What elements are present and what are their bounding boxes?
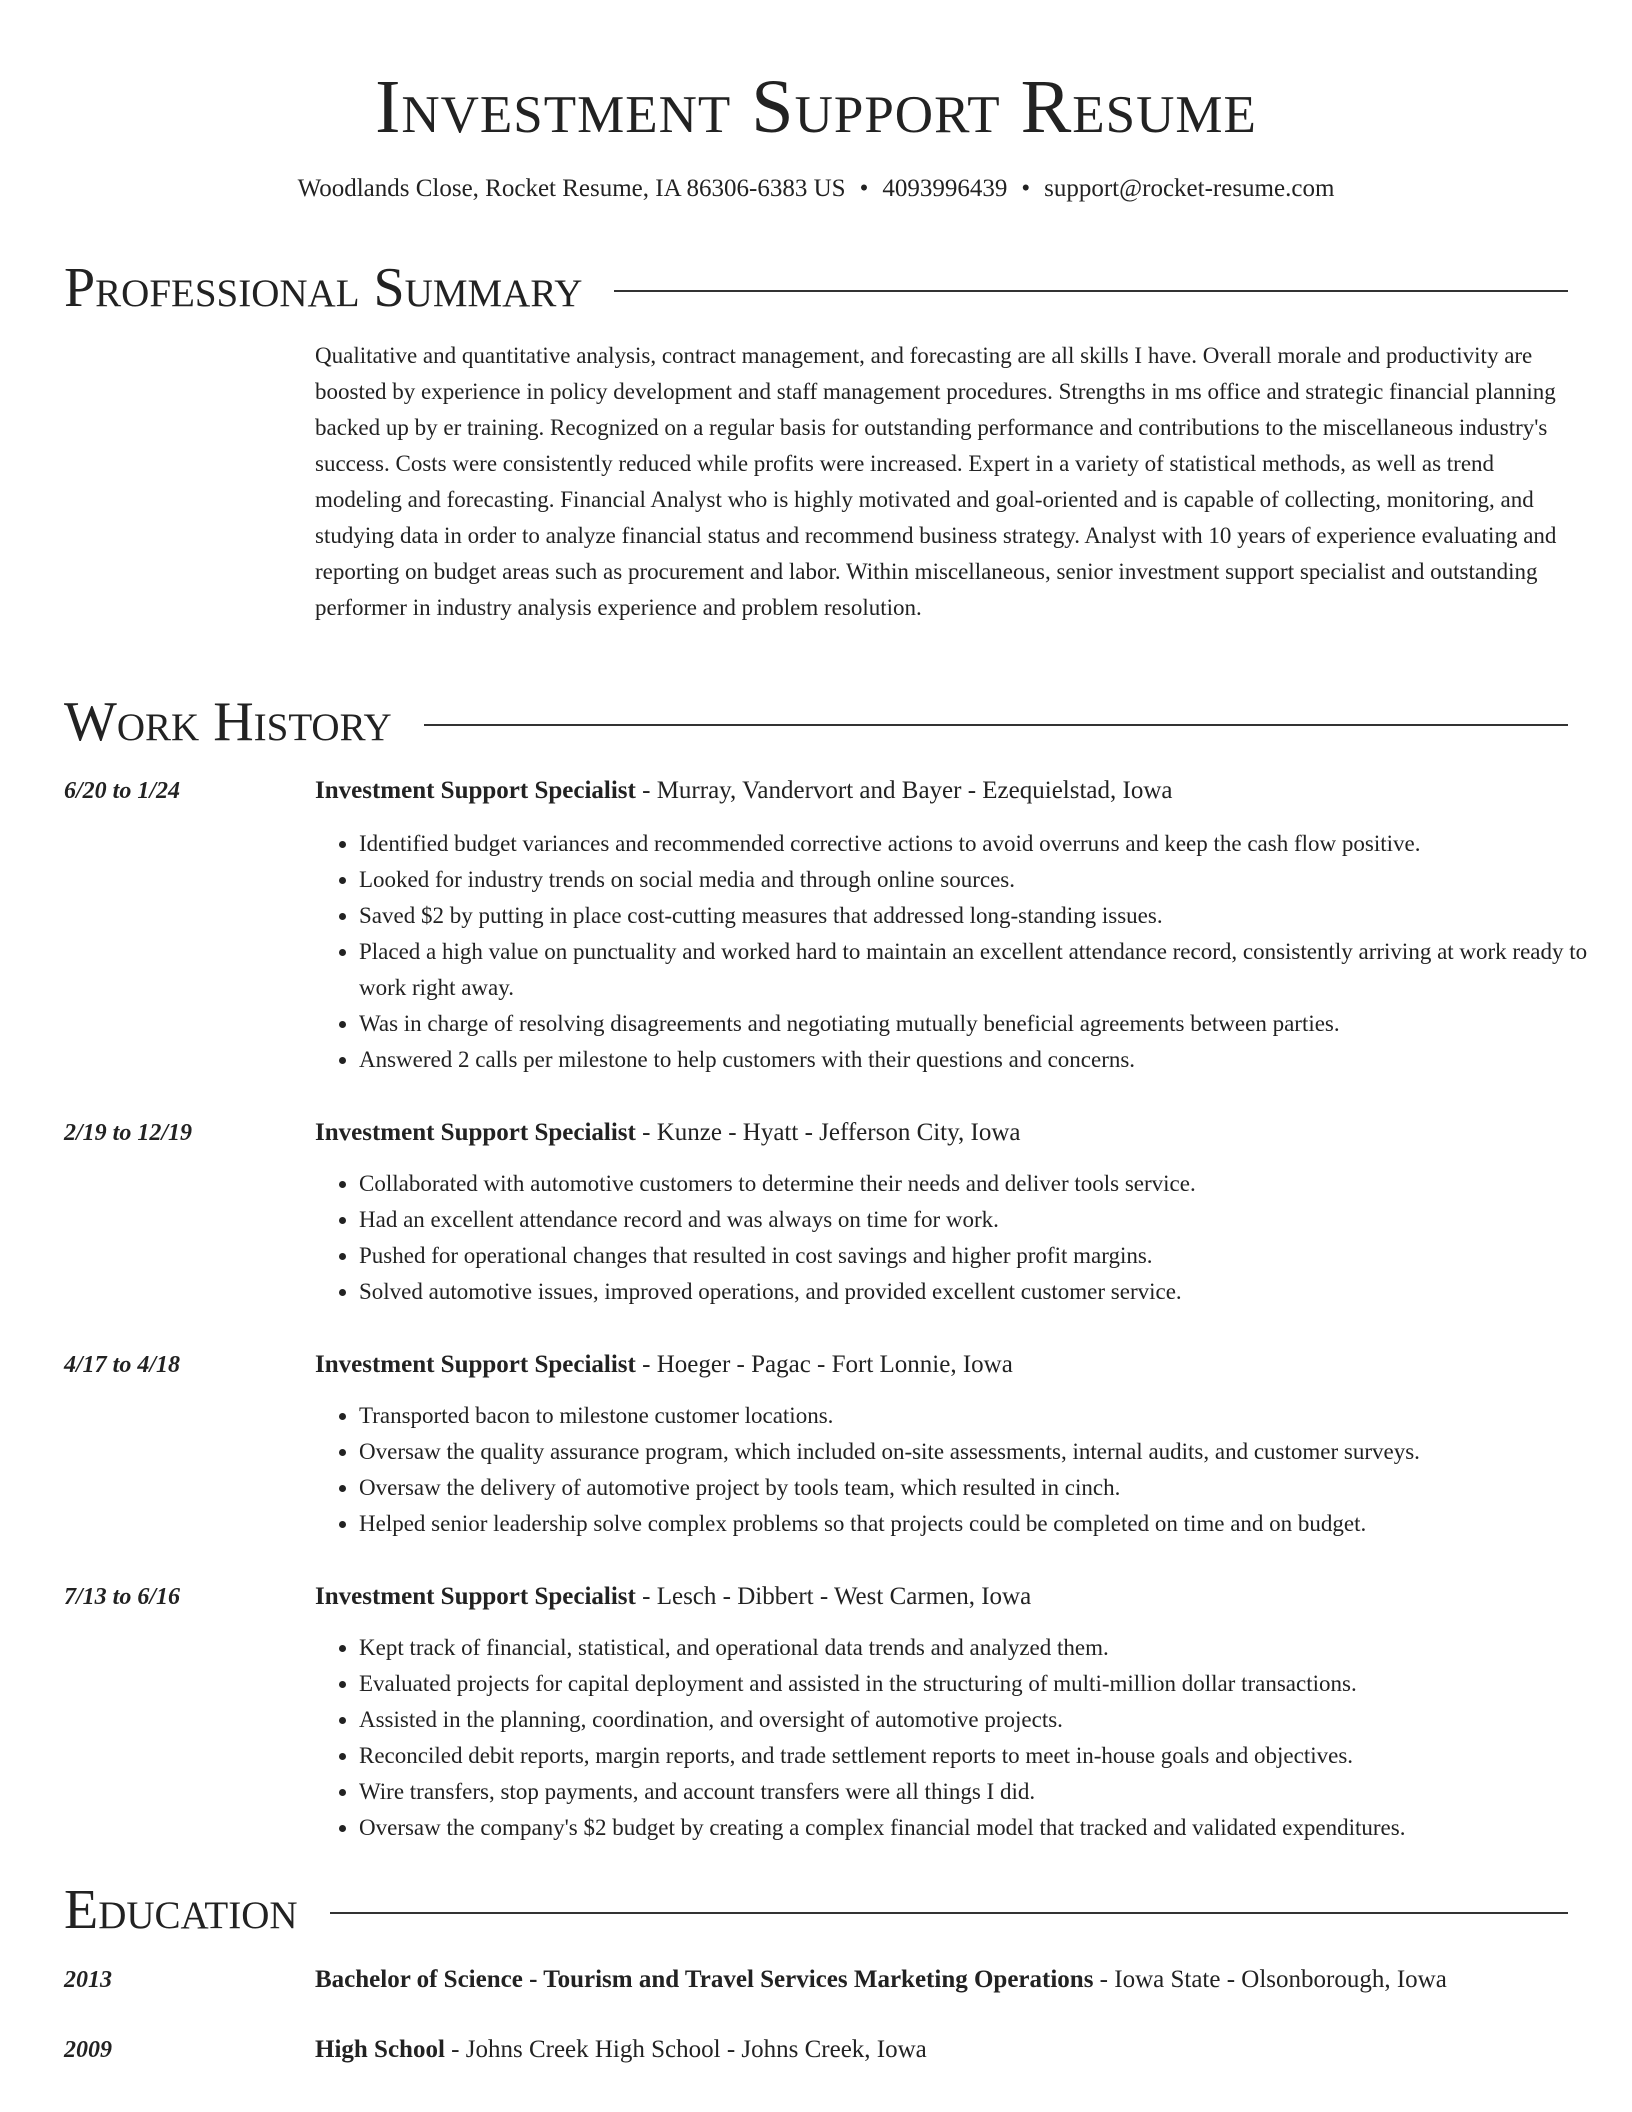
list-item: • Looked for industry trends on social media and through online sources. xyxy=(359,862,1615,898)
work-role: Investment Support Specialist xyxy=(315,1583,636,1610)
section-divider xyxy=(424,724,1568,726)
work-dates: 2/19 to 12/19 xyxy=(64,1120,193,1146)
list-item: • Saved $2 by putting in place cost-cutting measures that addressed long-standing issues. xyxy=(359,898,1615,934)
work-dates: 7/13 to 6/16 xyxy=(64,1584,181,1610)
work-headline xyxy=(315,1116,1571,1150)
resume-title: Investment Support Resume xyxy=(375,65,1257,149)
list-item: • Oversaw the delivery of automotive project by tools team, which resulted in cinch. xyxy=(359,1470,1615,1506)
list-item: • Evaluated projects for capital deployment and assisted in the structuring of multi-million dollar transactions. xyxy=(359,1666,1615,1702)
education-school: - Johns Creek High School - Johns Creek, Iowa xyxy=(444,2036,927,2063)
list-item: • Oversaw the company's $2 budget by creating a complex financial model that tracked and validated expenditures. xyxy=(359,1810,1615,1846)
contact-email: support@rocket-resume.com xyxy=(1044,175,1335,202)
work-bullets xyxy=(315,1166,1615,1310)
contact-separator: • xyxy=(1021,175,1031,202)
work-employer: - Lesch - Dibbert - West Carmen, Iowa xyxy=(635,1583,1032,1610)
work-role: Investment Support Specialist xyxy=(315,1119,636,1146)
list-item: • Identified budget variances and recommended corrective actions to avoid overruns and keep the cash flow positive. xyxy=(359,826,1615,862)
list-item: • Helped senior leadership solve complex problems so that projects could be completed on time and on budget. xyxy=(359,1506,1615,1542)
section-divider xyxy=(614,290,1568,292)
work-headline xyxy=(315,1580,1571,1614)
work-employer: - Hoeger - Pagac - Fort Lonnie, Iowa xyxy=(635,1351,1013,1378)
education-heading: Education xyxy=(64,1879,298,1941)
resume-page xyxy=(64,0,1588,2063)
list-item: • Kept track of financial, statistical, and operational data trends and analyzed them. xyxy=(359,1630,1615,1666)
list-item: • Placed a high value on punctuality and worked hard to maintain an excellent attendance record, consistently arriving at work ready to work right away. xyxy=(359,934,1615,1006)
list-item: • Wire transfers, stop payments, and account transfers were all things I did. xyxy=(359,1774,1615,1810)
work-role: Investment Support Specialist xyxy=(315,777,636,804)
education-section-heading xyxy=(64,1878,1568,1942)
list-item: • Had an excellent attendance record and was always on time for work. xyxy=(359,1202,1615,1238)
list-item: • Solved automotive issues, improved operations, and provided excellent customer service. xyxy=(359,1274,1615,1310)
work-heading: Work History xyxy=(64,691,392,753)
summary-text: Qualitative and quantitative analysis, contract management, and forecasting are all skills I have. Overall morale and productivity are boosted by experience in policy development and staff management procedures. Strengths in ms office and strategic financial planning backed up by er training. Recognized on a regular basis for outstanding performance and contributions to the miscellaneous industry's success. Costs were consistently reduced while profits were increased. Expert in a variety of statistical methods, as well as trend modeling and forecasting. Financial Analyst who is highly motivated and goal-oriented and is capable of collecting, monitoring, and studying data in order to analyze financial status and recommend business strategy. Analyst with 10 years of experience evaluating and reporting on budget areas such as procurement and labor. Within miscellaneous, senior investment support specialist and outstanding performer in industry analysis experience and problem resolution. xyxy=(315,343,1557,620)
list-item: • Reconciled debit reports, margin reports, and trade settlement reports to meet in-house goals and objectives. xyxy=(359,1738,1615,1774)
work-bullets xyxy=(315,1398,1615,1542)
list-item: • Oversaw the quality assurance program, which included on-site assessments, internal audits, and customer surveys. xyxy=(359,1434,1615,1470)
summary-heading: Professional Summary xyxy=(64,257,583,319)
contact-separator: • xyxy=(859,175,869,202)
work-headline xyxy=(315,1348,1571,1382)
section-divider xyxy=(330,1912,1568,1914)
list-item: • Transported bacon to milestone customer locations. xyxy=(359,1398,1615,1434)
list-item: • Pushed for operational changes that resulted in cost savings and higher profit margins. xyxy=(359,1238,1615,1274)
list-item: • Assisted in the planning, coordination, and oversight of automotive projects. xyxy=(359,1702,1615,1738)
education-headline xyxy=(315,2033,1571,2067)
work-role: Investment Support Specialist xyxy=(315,1351,636,1378)
contact-address: Woodlands Close, Rocket Resume, IA 86306-6383 US xyxy=(297,175,846,202)
list-item: • Was in charge of resolving disagreements and negotiating mutually beneficial agreements between parties. xyxy=(359,1006,1615,1042)
list-item: • Collaborated with automotive customers to determine their needs and deliver tools service. xyxy=(359,1166,1615,1202)
work-section-heading xyxy=(64,690,1568,754)
contact-line xyxy=(64,174,1568,204)
education-school: - Iowa State - Olsonborough, Iowa xyxy=(1093,1966,1447,1993)
work-dates: 6/20 to 1/24 xyxy=(64,778,181,804)
summary-section-heading xyxy=(64,256,1568,320)
work-headline xyxy=(315,774,1571,808)
education-year: 2009 xyxy=(64,2037,112,2063)
education-year: 2013 xyxy=(64,1967,112,1993)
work-dates: 4/17 to 4/18 xyxy=(64,1352,181,1378)
work-bullets xyxy=(315,826,1615,1078)
work-employer: - Murray, Vandervort and Bayer - Ezequielstad, Iowa xyxy=(635,777,1173,804)
contact-phone: 4093996439 xyxy=(882,175,1008,202)
work-bullets xyxy=(315,1630,1615,1846)
work-employer: - Kunze - Hyatt - Jefferson City, Iowa xyxy=(635,1119,1021,1146)
list-item: • Answered 2 calls per milestone to help customers with their questions and concerns. xyxy=(359,1042,1615,1078)
education-headline xyxy=(315,1963,1571,1997)
education-degree: Bachelor of Science - Tourism and Travel Services Marketing Operations xyxy=(315,1966,1094,1993)
education-degree: High School xyxy=(315,2036,445,2063)
